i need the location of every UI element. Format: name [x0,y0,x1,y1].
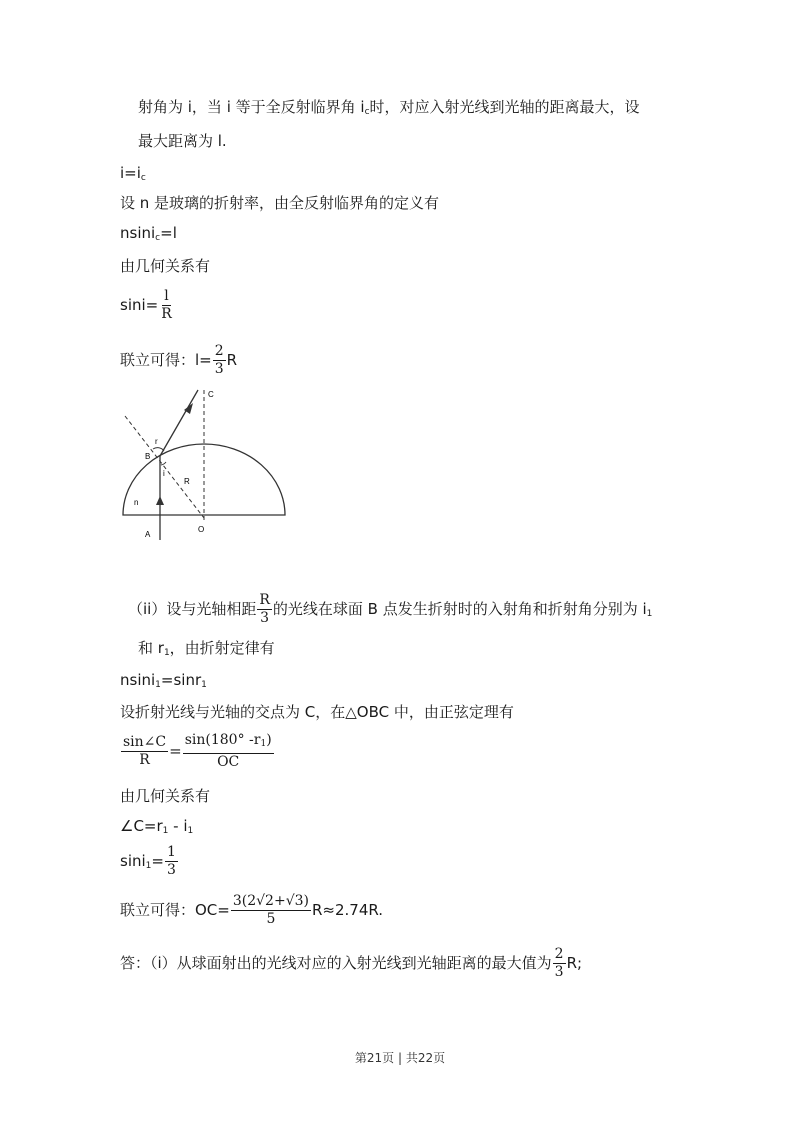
fraction: $\frac{R}{3}$ [259,592,270,626]
text-line: nsini$_c$=l [120,224,177,243]
fraction: $\frac{2}{3}$ [554,946,564,980]
text-line: 由几何关系有 [120,787,211,805]
label-a: A [145,530,151,539]
text-line: （ii）设与光轴相距 $\frac{R}{3}$ 的光线在球面 B 点发生折射时的入射角和折射角分别为 $i_1$ [128,592,653,626]
text-line: 设 n 是玻璃的折射率，由全反射临界角的定义有 [120,194,440,212]
angle-arc [161,462,166,465]
text-line: 由几何关系有 [120,257,211,275]
formula-sini: sini= $\frac{l}{R}$ [120,288,172,322]
fraction: $\frac{l}{R}$ [161,288,172,322]
label-b: B [145,452,151,461]
formula-l: 联立可得：l= $\frac{2}{3}$ R [120,343,238,377]
text-line: 设折射光线与光轴的交点为 C，在△OBC 中，由正弦定理有 [120,703,514,721]
label-c: C [208,390,214,399]
page-footer: 第21页 | 共22页 [354,1051,446,1065]
arrow-icon [156,496,164,505]
angle-arc [153,448,164,451]
fraction: $\frac{3(2√2+√3)}{5}$ [232,893,309,927]
formula-sini1: sini$_1$= $\frac{1}{3}$ [120,844,176,878]
fraction: $\frac{2}{3}$ [214,343,224,377]
label-o: O [198,525,205,534]
text-line: 最大距离为 l. [138,132,227,150]
label-i: i [163,469,165,478]
label-r: r [155,437,158,446]
refracted-ray [160,390,198,456]
text-line: nsini$_1$=sinr$_1$ [120,671,207,690]
label-n: n [134,498,139,507]
fraction: $\frac{\sin\angle C}{R}$ [123,734,167,768]
text-line: 和 $r_1$，由折射定律有 [138,639,275,658]
answer-line: 答：（i）从球面射出的光线对应的入射光线到光轴距离的最大值为 $\frac{2}{3}$ R; [120,946,583,980]
formula-sine-law: $\frac{\sin\angle C}{R}$ = $\frac{\sin(180^\circ -r_1)}{OC}$ [123,732,272,770]
fraction: $\frac{1}{3}$ [166,844,176,878]
fraction: $\frac{\sin(180^\circ -r_1)}{OC}$ [184,732,272,770]
text-line: $\angle C=r_1 - i_1$ [120,817,194,836]
text-line: $i=i_c$ [120,164,146,183]
formula-oc: 联立可得：OC= $\frac{3(2√2+√3)}{5}$ R≈2.74R. [120,893,384,927]
label-r-radius: R [184,477,190,486]
optics-diagram [115,385,300,550]
text-line: 射角为 i，当 i 等于全反射临界角 $i_c$时，对应入射光线到光轴的距离最大，设 [138,98,640,117]
